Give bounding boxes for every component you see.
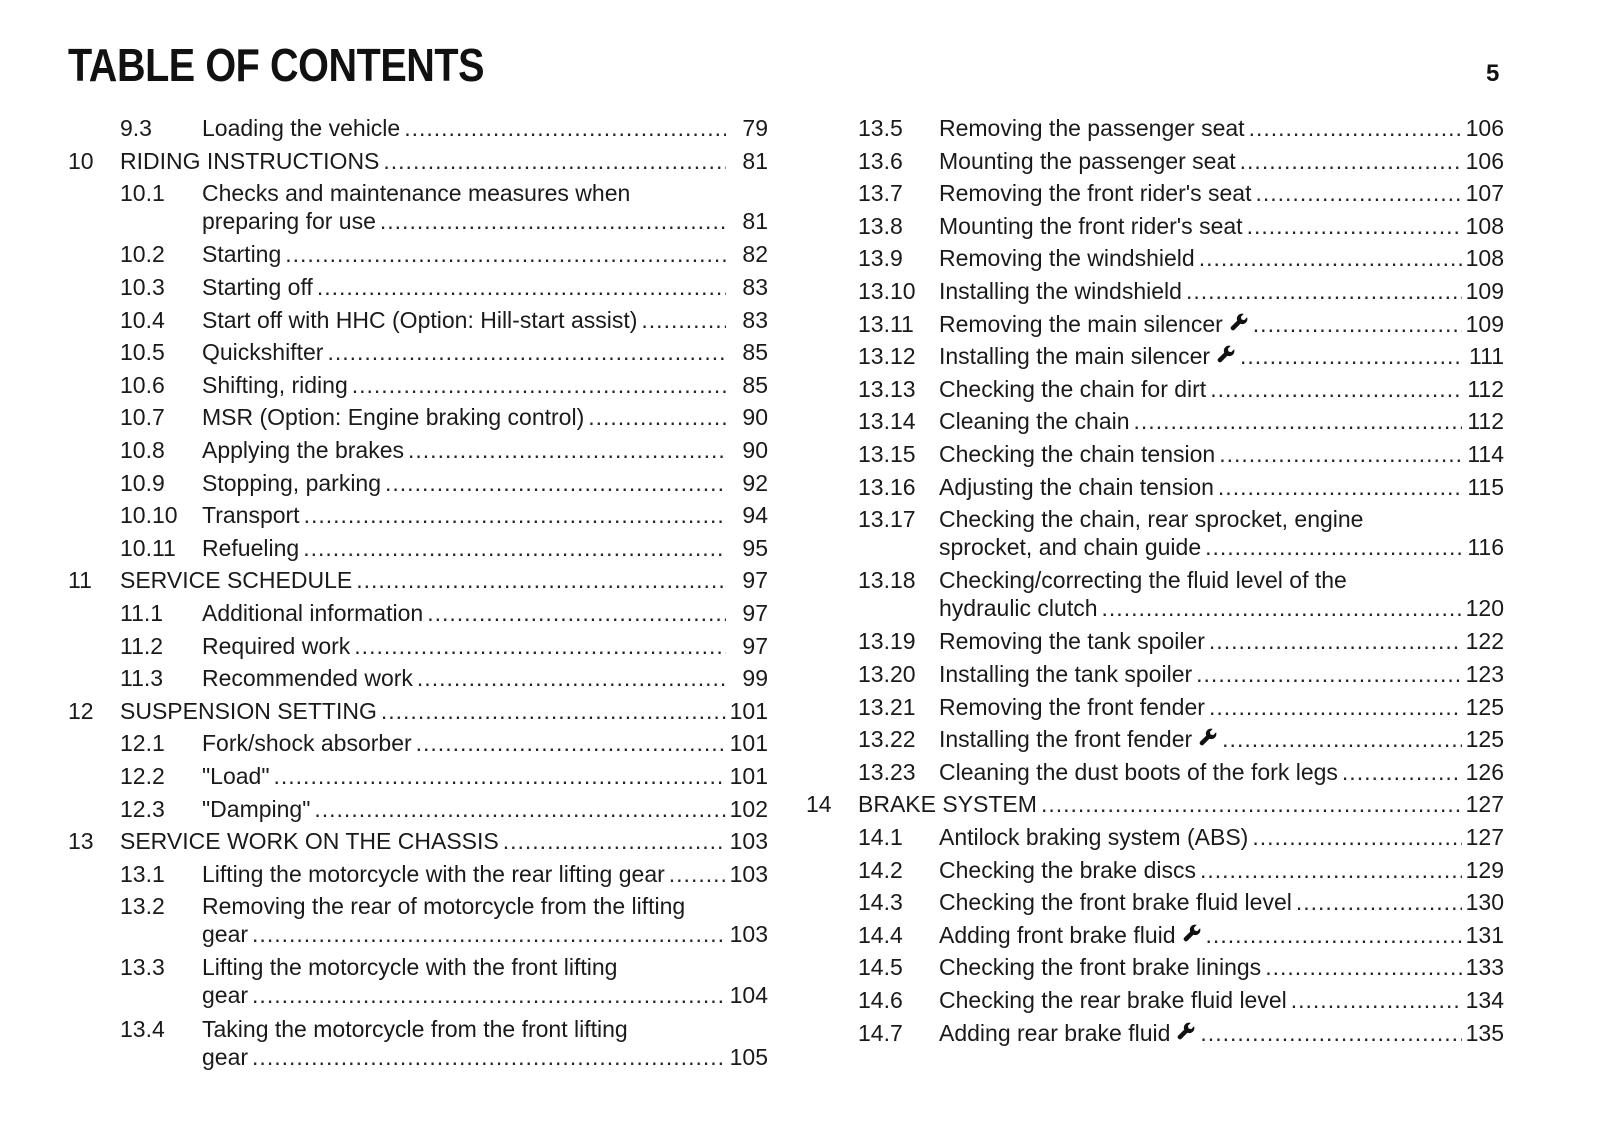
toc-entry-number: 10.11 [120,534,176,561]
toc-entry-number: 10.10 [120,502,178,529]
toc-entry-page: 94 [742,502,768,529]
toc-entry-title: Adding rear brake fluid [939,1019,1171,1046]
toc-entry[interactable] [806,277,1504,305]
toc-entry-title: Transport [202,502,300,529]
toc-entry-number: 11.1 [120,599,164,626]
toc-entry-title: Removing the windshield [939,245,1195,272]
toc-entry-number: 10.6 [120,371,165,398]
dot-leader [252,1043,726,1071]
toc-entry-title: Removing the front fender [939,693,1205,720]
toc-entry-title: Quickshifter [202,339,324,366]
toc-entry[interactable] [68,469,768,497]
toc-entry-page: 125 [1465,726,1504,753]
toc-entry-title: BRAKE SYSTEM [858,791,1037,818]
toc-entry-page: 125 [1465,693,1504,720]
toc-entry[interactable] [806,725,1504,753]
dot-leader [1218,473,1462,501]
toc-entry-title: Removing the rear of motorcycle from the lifting [202,893,686,920]
toc-entry-title: Removing the front rider's seat [939,180,1252,207]
toc-entry-title: Installing the windshield [939,278,1182,304]
dot-leader [1265,953,1461,981]
toc-entry-title: Checking the brake discs [939,856,1196,883]
toc-entry-title: preparing for use [202,208,376,235]
toc-entry-title: Cleaning the dust boots of the fork legs [939,758,1338,785]
dot-leader [1206,921,1462,949]
dot-leader [408,436,726,464]
toc-entry-page: 85 [742,339,768,366]
toc-entry-number: 13.22 [858,726,916,753]
toc-entry-number: 13.8 [858,212,903,239]
toc-entry-number: 12.1 [120,730,165,757]
toc-entry-title: gear [202,921,249,948]
toc-entry[interactable] [806,244,1504,272]
toc-entry-number: 13.21 [858,693,916,720]
toc-entry-page: 129 [1465,856,1504,883]
toc-entry-number: 13.2 [120,893,165,920]
toc-entry-title: Installing the front fender [939,726,1193,753]
toc-entry[interactable] [68,566,768,594]
dot-leader [252,920,726,948]
toc-entry-number: 12.3 [120,795,165,822]
toc-entry-page: 101 [729,762,768,789]
toc-entry-title: Removing the passenger seat [939,115,1245,141]
dot-leader [404,114,726,142]
toc-entry-number: 9.3 [120,115,152,141]
dot-leader [1200,856,1462,884]
toc-entry[interactable] [68,534,768,562]
dot-leader [1209,627,1462,655]
toc-entry-title: Checking the chain tension [939,441,1216,467]
toc-entry-number: 14.6 [858,987,903,1013]
toc-entry-page: 97 [742,567,768,594]
toc-entry-title: Starting off [202,273,313,300]
toc-entry-number: 13.6 [858,147,903,174]
toc-entry-page: 81 [742,208,768,235]
toc-entry[interactable] [806,790,1504,818]
toc-entry[interactable] [806,179,1504,207]
toc-entry-number: 13.7 [858,180,903,207]
toc-entry-page: 114 [1467,441,1504,467]
toc-entry-title: Additional information [202,599,424,626]
toc-entry-number: 10.1 [120,180,165,207]
dot-leader [1186,277,1462,305]
toc-entry[interactable] [68,147,768,175]
wrench-icon [1182,921,1202,941]
toc-entry-page: 95 [742,534,768,561]
toc-entry-page: 123 [1465,661,1504,687]
toc-entry[interactable] [68,240,768,268]
wrench-icon [1229,310,1249,330]
dot-leader [427,599,726,627]
toc-entry-number: 14.3 [858,889,903,916]
toc-entry-number: 14.5 [858,954,903,981]
toc-entry-number: 13.15 [858,441,916,467]
dot-leader [1219,440,1462,468]
toc-entry-title: gear [202,1043,249,1070]
dot-leader [1240,342,1462,370]
page-title: TABLE OF CONTENTS [68,39,485,91]
toc-entry[interactable] [806,114,1504,142]
toc-entry[interactable] [68,827,768,855]
toc-entry-title: RIDING INSTRUCTIONS [120,147,380,174]
toc-entry-title: Removing the tank spoiler [939,628,1205,655]
toc-entry[interactable] [806,505,1504,561]
toc-entry-page: 130 [1465,889,1504,916]
toc-entry-page: 106 [1465,147,1504,174]
dot-leader [1196,660,1461,688]
toc-entry-number: 13.19 [858,628,916,655]
toc-entry-title: Checking the chain, rear sprocket, engine [939,506,1364,533]
toc-entry-page: 109 [1465,278,1504,304]
toc-entry-page: 108 [1465,212,1504,239]
toc-entry[interactable] [806,953,1504,981]
toc-entry-page: 104 [729,982,768,1009]
toc-entry-page: 127 [1465,824,1504,850]
toc-entry[interactable] [68,632,768,660]
dot-leader [1342,758,1462,786]
toc-entry[interactable] [806,342,1504,370]
dot-leader [1222,725,1461,753]
toc-entry-page: 127 [1465,791,1504,818]
toc-entry-title: Lifting the motorcycle with the front lifting [202,954,618,981]
toc-entry-page: 85 [742,371,768,398]
toc-entry-number: 10.3 [120,273,165,300]
dot-leader [274,762,726,790]
dot-leader [1291,986,1462,1014]
toc-entry[interactable] [68,860,768,888]
toc-entry-title: Cleaning the chain [939,408,1130,435]
toc-entry-number: 10.9 [120,469,165,496]
toc-entry-page: 107 [1465,180,1504,207]
toc-entry[interactable] [806,693,1504,721]
dot-leader [1199,244,1462,272]
wrench-icon [1216,342,1236,362]
toc-entry[interactable] [806,627,1504,655]
toc-entry-number: 12.2 [120,762,165,789]
toc-entry[interactable] [806,473,1504,501]
toc-entry[interactable] [806,888,1504,916]
toc-entry[interactable] [68,795,768,823]
toc-entry[interactable] [68,953,768,1009]
toc-entry[interactable] [806,407,1504,435]
toc-entry-page: 106 [1465,115,1504,141]
toc-entry-title: Checking/correcting the fluid level of the [939,567,1347,594]
toc-entry-page: 133 [1465,954,1504,981]
toc-entry-title: hydraulic clutch [939,595,1098,622]
toc-entry[interactable] [68,338,768,366]
toc-entry-number: 13.9 [858,245,903,272]
toc-entry[interactable] [806,440,1504,468]
toc-entry-title: Installing the tank spoiler [939,661,1193,687]
toc-entry-number: 14.1 [858,824,903,850]
toc-entry-title: SERVICE WORK ON THE CHASSIS [120,828,499,855]
toc-entry-title: Stopping, parking [202,469,382,496]
dot-leader [1200,1019,1461,1047]
toc-entry[interactable] [806,310,1504,338]
toc-entry[interactable] [68,697,768,725]
dot-leader [1252,823,1461,851]
toc-entry-title: Taking the motorcycle from the front lifting [202,1015,628,1042]
wrench-icon [1198,725,1218,745]
toc-entry-number: 14.2 [858,856,903,883]
toc-entry-number: 13.3 [120,954,165,981]
page-number: 5 [1486,60,1500,87]
toc-entry[interactable] [68,599,768,627]
dot-leader [588,403,726,431]
toc-entry-title: sprocket, and chain guide [939,534,1202,561]
toc-entry[interactable] [806,147,1504,175]
toc-entry-number: 13.16 [858,473,916,500]
toc-entry[interactable] [68,371,768,399]
toc-entry-number: 13.4 [120,1015,165,1042]
dot-leader [1296,888,1462,916]
toc-entry-number: 13 [68,828,94,855]
toc-entry-title: Applying the brakes [202,436,405,463]
toc-entry-title: Mounting the passenger seat [939,147,1236,174]
toc-entry-page: 116 [1467,534,1504,561]
toc-entry-title: Loading the vehicle [202,115,401,141]
toc-entry-page: 92 [742,469,768,496]
dot-leader [1134,407,1462,435]
dot-leader [252,981,726,1009]
toc-entry-page: 112 [1467,408,1504,435]
toc-entry-page: 90 [742,404,768,431]
toc-entry-page: 83 [742,273,768,300]
toc-entry-title: Recommended work [202,665,413,692]
toc-entry[interactable] [806,375,1504,403]
dot-leader [1209,693,1462,721]
toc-entry-page: 82 [742,241,768,268]
dot-leader [303,534,726,562]
dot-leader [1210,375,1462,403]
toc-entry-number: 11.3 [120,665,164,692]
toc-entry[interactable] [68,1015,768,1071]
toc-entry-number: 10 [68,147,94,174]
toc-entry-number: 10.7 [120,404,165,431]
toc-entry-title: Checking the rear brake fluid level [939,987,1287,1013]
dot-leader [352,371,726,399]
toc-entry-number: 11.2 [120,632,164,659]
toc-entry-page: 103 [729,921,768,948]
toc-entry-title: MSR (Option: Engine braking control) [202,404,585,431]
toc-entry-page: 83 [742,306,768,333]
dot-leader [1249,114,1462,142]
toc-entry[interactable] [68,892,768,948]
toc-entry[interactable] [68,403,768,431]
toc-entry-title: Refueling [202,534,300,561]
dot-leader [669,860,726,888]
dot-leader [327,338,726,366]
toc-entry-number: 13.18 [858,567,916,594]
toc-entry-title: SERVICE SCHEDULE [120,567,353,594]
toc-entry-title: Starting [202,241,282,268]
toc-entry-number: 10.2 [120,241,165,268]
dot-leader [304,501,726,529]
toc-entry-title: Antilock braking system (ABS) [939,824,1249,850]
toc-entry-title: Adding front brake fluid [939,921,1176,948]
toc-entry[interactable] [68,273,768,301]
toc-entry-page: 122 [1465,628,1504,655]
toc-entry-number: 13.1 [120,860,165,887]
toc-entry-number: 13.23 [858,758,916,785]
toc-entry-number: 14 [806,791,832,818]
dot-leader [503,827,726,855]
dot-leader [383,147,726,175]
toc-entry-number: 12 [68,697,94,724]
toc-entry-page: 101 [729,697,768,724]
toc-entry[interactable] [68,114,768,142]
toc-entry-page: 105 [729,1043,768,1070]
toc-entry-number: 10.4 [120,306,165,333]
toc-entry-number: 13.5 [858,115,903,141]
toc-entry-number: 13.10 [858,278,916,304]
dot-leader [354,632,726,660]
dot-leader [385,469,726,497]
toc-entry[interactable] [68,762,768,790]
toc-entry-title: "Damping" [202,795,311,822]
toc-entry-number: 13.12 [858,343,916,370]
toc-entry-title: Lifting the motorcycle with the rear lifting gear [202,860,665,887]
toc-entry[interactable] [68,664,768,692]
toc-entry-number: 13.14 [858,408,916,435]
toc-entry[interactable] [68,436,768,464]
toc-entry-page: 108 [1465,245,1504,272]
dot-leader [317,273,726,301]
toc-entry-page: 79 [742,115,768,141]
toc-entry-title: Checking the chain for dirt [939,375,1207,402]
dot-leader [1205,533,1462,561]
toc-entry-title: SUSPENSION SETTING [120,697,377,724]
toc-entry-title: gear [202,982,249,1009]
toc-entry-number: 13.20 [858,661,916,687]
toc-entry-title: Mounting the front rider's seat [939,212,1243,239]
toc-entry-number: 13.13 [858,375,916,402]
toc-entry-title: Start off with HHC (Option: Hill-start assist) [202,306,638,333]
toc-entry-title: Checking the front brake linings [939,954,1262,981]
toc-entry[interactable] [806,212,1504,240]
dot-leader [1247,212,1462,240]
toc-entry-page: 102 [729,795,768,822]
toc-entry-page: 101 [729,730,768,757]
toc-entry-title: "Load" [202,762,270,789]
toc-entry-page: 97 [742,599,768,626]
toc-entry-page: 135 [1465,1019,1504,1046]
dot-leader [1240,147,1462,175]
dot-leader [416,729,726,757]
toc-entry-title: Fork/shock absorber [202,730,412,757]
toc-entry-page: 103 [729,860,768,887]
dot-leader [1255,179,1461,207]
toc-entry[interactable] [806,986,1504,1014]
dot-leader [417,664,726,692]
toc-entry-page: 134 [1465,987,1504,1013]
toc-entry-number: 13.11 [858,310,914,337]
toc-entry[interactable] [806,1019,1504,1047]
toc-entry-page: 90 [742,436,768,463]
toc-entry-number: 13.17 [858,506,916,533]
toc-entry-page: 131 [1465,921,1504,948]
toc-entry[interactable] [806,856,1504,884]
dot-leader [1041,790,1462,818]
toc-entry-page: 103 [729,828,768,855]
toc-entry-number: 14.7 [858,1019,903,1046]
wrench-icon [1176,1019,1196,1039]
dot-leader [381,697,726,725]
toc-entry-page: 99 [742,665,768,692]
toc-entry-title: Checks and maintenance measures when [202,180,631,207]
toc-entry-title: Shifting, riding [202,371,348,398]
toc-entry[interactable] [806,566,1504,622]
dot-leader [1253,310,1462,338]
toc-entry-page: 97 [742,632,768,659]
toc-entry[interactable] [806,758,1504,786]
toc-entry-number: 10.8 [120,436,165,463]
dot-leader [641,306,726,334]
dot-leader [314,795,725,823]
toc-entry[interactable] [68,501,768,529]
toc-entry-page: 109 [1465,310,1504,337]
toc-entry-title: Installing the main silencer [939,343,1211,370]
dot-leader [380,207,726,235]
toc-entry[interactable] [806,660,1504,688]
toc-entry-page: 120 [1465,595,1504,622]
toc-entry[interactable] [68,729,768,757]
toc-entry-title: Adjusting the chain tension [939,473,1214,500]
dot-leader [1102,594,1462,622]
toc-entry-title: Checking the front brake fluid level [939,889,1292,916]
toc-entry-title: Removing the main silencer [939,310,1223,337]
toc-entry[interactable] [68,306,768,334]
toc-entry-number: 10.5 [120,339,165,366]
toc-entry-title: Required work [202,632,351,659]
toc-entry-page: 111 [1469,343,1504,370]
toc-entry-page: 112 [1467,375,1504,402]
toc-entry-number: 14.4 [858,921,903,948]
toc-entry[interactable] [68,179,768,235]
dot-leader [356,566,726,594]
dot-leader [285,240,726,268]
toc-entry[interactable] [806,823,1504,851]
toc-entry-number: 11 [68,567,92,594]
toc-entry-page: 81 [742,147,768,174]
toc-entry-page: 126 [1465,758,1504,785]
toc-entry[interactable] [806,921,1504,949]
toc-entry-page: 115 [1467,473,1504,500]
